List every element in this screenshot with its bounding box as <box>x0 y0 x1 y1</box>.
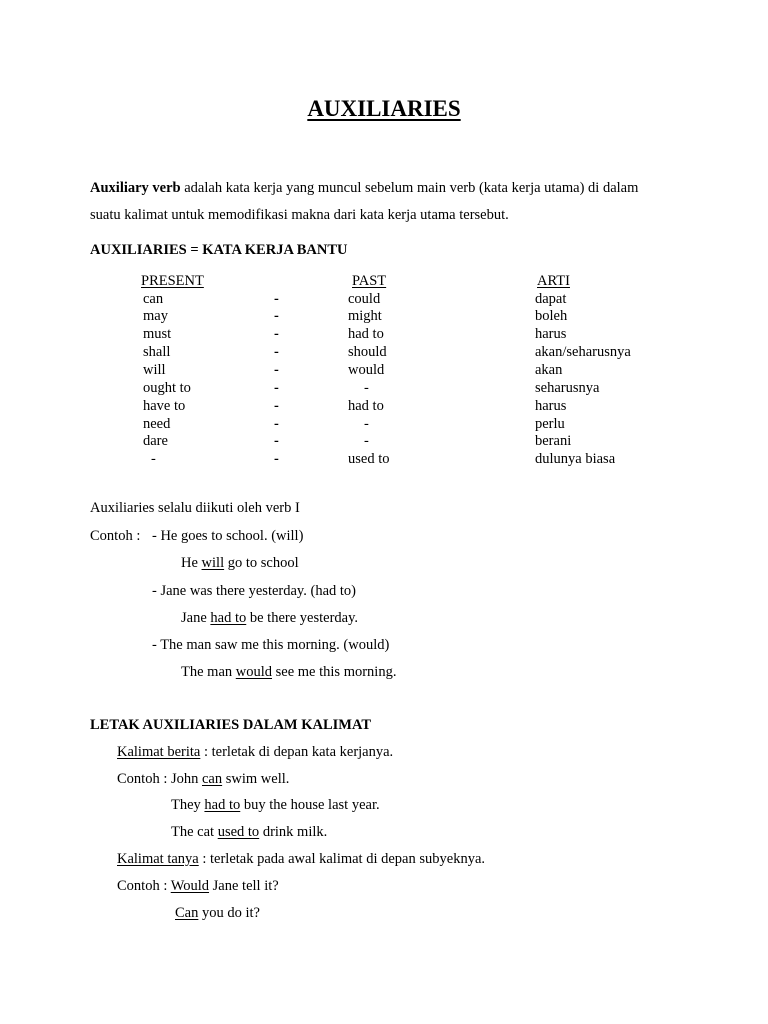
berita-example-3 <box>171 825 327 840</box>
cell-arti: seharusnya <box>535 380 600 396</box>
example-1: - He goes to school. (will) <box>152 528 304 544</box>
text-segment: drink milk. <box>259 824 328 840</box>
auxiliary-word: Would <box>170 878 210 894</box>
auxiliary-word: had to <box>204 797 241 813</box>
page-title: AUXILIARIES <box>307 96 461 121</box>
tanya-example-2 <box>175 906 260 921</box>
auxiliary-word: used to <box>217 824 260 840</box>
intro-line-1 <box>90 181 638 196</box>
text-segment: : terletak di depan kata kerjanya. <box>200 744 394 760</box>
text-segment: Jane tell it? <box>209 878 279 894</box>
tanya-example-1 <box>117 879 279 894</box>
cell-dash: - <box>274 433 279 449</box>
text-segment: Jane <box>181 610 211 626</box>
cell-arti: boleh <box>535 308 568 324</box>
kalimat-berita-line <box>117 745 393 760</box>
cell-arti: dulunya biasa <box>535 451 616 467</box>
cell-present: need <box>143 416 171 432</box>
auxiliary-word: would <box>235 664 273 680</box>
berita-example-1 <box>117 772 289 787</box>
position-heading: LETAK AUXILIARIES DALAM KALIMAT <box>90 717 372 733</box>
cell-present: may <box>143 308 168 324</box>
cell-present: shall <box>143 344 171 360</box>
cell-present: can <box>143 291 164 307</box>
cell-dash: - <box>274 451 279 467</box>
cell-present: will <box>143 362 166 378</box>
cell-arti: dapat <box>535 291 567 307</box>
example-1-result <box>181 556 299 571</box>
text-segment: buy the house last year. <box>240 797 380 813</box>
text-segment: They <box>171 797 205 813</box>
cell-dash: - <box>274 380 279 396</box>
text-segment: The cat <box>171 824 218 840</box>
cell-past: had to <box>348 326 384 342</box>
cell-arti: harus <box>535 398 567 414</box>
intro-line-1-text: adalah kata kerja yang muncul sebelum main verb (kata kerja utama) di dalam <box>180 180 639 196</box>
cell-past: - <box>364 380 369 396</box>
kalimat-berita-term: Kalimat berita <box>117 744 201 760</box>
cell-dash: - <box>274 398 279 414</box>
rule-text: Auxiliaries selalu diikuti oleh verb I <box>90 500 300 516</box>
cell-past: - <box>364 416 369 432</box>
auxiliary-word: will <box>201 555 225 571</box>
auxiliary-word: can <box>202 771 223 787</box>
cell-dash: - <box>274 344 279 360</box>
kalimat-tanya-line <box>117 852 485 867</box>
cell-present: must <box>143 326 172 342</box>
cell-arti: akan/seharusnya <box>535 344 631 360</box>
text-segment: Contoh : John <box>117 771 202 787</box>
header-past: PAST <box>352 273 387 289</box>
cell-present: ought to <box>143 380 191 396</box>
examples-label: Contoh : <box>90 528 141 544</box>
auxiliary-word: had to <box>210 610 247 626</box>
cell-past: - <box>364 433 369 449</box>
cell-past: could <box>348 291 381 307</box>
table-heading: AUXILIARIES = KATA KERJA BANTU <box>90 242 348 258</box>
cell-past: used to <box>348 451 390 467</box>
berita-example-2 <box>171 798 380 813</box>
cell-present: - <box>151 451 156 467</box>
cell-arti: berani <box>535 433 572 449</box>
cell-arti: harus <box>535 326 567 342</box>
cell-arti: perlu <box>535 416 565 432</box>
text-segment: go to school <box>224 555 299 571</box>
cell-dash: - <box>274 308 279 324</box>
text-segment: Contoh : <box>117 878 171 894</box>
text-segment: He <box>181 555 202 571</box>
text-segment: be there yesterday. <box>246 610 359 626</box>
text-segment: you do it? <box>198 905 260 921</box>
auxiliary-word: Can <box>175 905 199 921</box>
cell-past: should <box>348 344 387 360</box>
cell-dash: - <box>274 416 279 432</box>
text-segment: see me this morning. <box>272 664 397 680</box>
header-present: PRESENT <box>141 273 204 289</box>
example-3: - The man saw me this morning. (would) <box>152 637 390 653</box>
text-segment: The man <box>181 664 236 680</box>
intro-term: Auxiliary verb <box>90 180 181 196</box>
kalimat-tanya-term: Kalimat tanya <box>117 851 199 867</box>
intro-line-2: suatu kalimat untuk memodifikasi makna dari kata kerja utama tersebut. <box>90 207 509 223</box>
cell-arti: akan <box>535 362 563 378</box>
cell-past: had to <box>348 398 384 414</box>
cell-present: have to <box>143 398 186 414</box>
cell-dash: - <box>274 291 279 307</box>
example-3-result <box>181 665 396 680</box>
text-segment: swim well. <box>222 771 290 787</box>
text-segment: : terletak pada awal kalimat di depan subyeknya. <box>198 851 486 867</box>
cell-dash: - <box>274 362 279 378</box>
example-2-result <box>181 611 358 626</box>
cell-past: might <box>348 308 382 324</box>
cell-dash: - <box>274 326 279 342</box>
header-arti: ARTI <box>537 273 570 289</box>
cell-past: would <box>348 362 385 378</box>
cell-present: dare <box>143 433 168 449</box>
example-2: - Jane was there yesterday. (had to) <box>152 583 356 599</box>
